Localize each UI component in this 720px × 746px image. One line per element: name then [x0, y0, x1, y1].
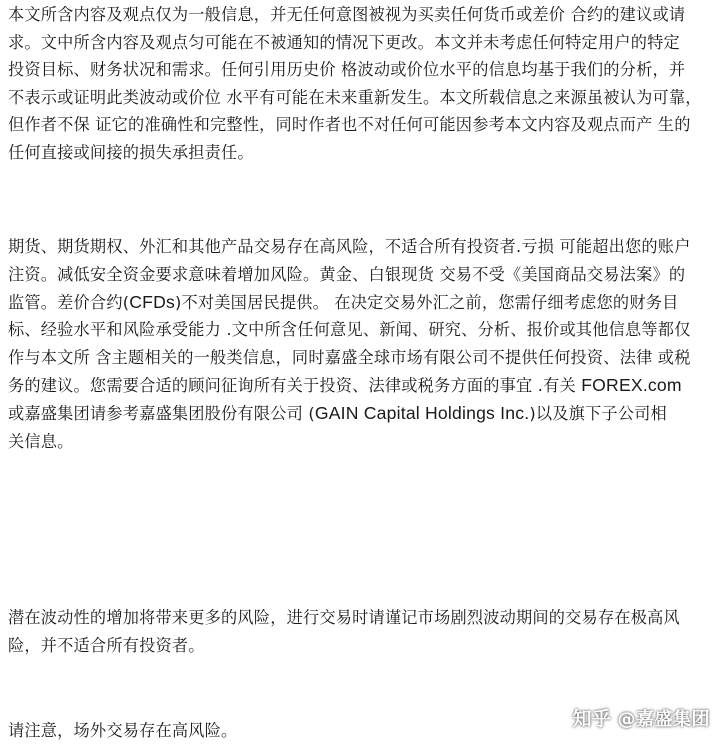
- text-line: [8, 372, 706, 400]
- text-segment: 或嘉盛集团请参考嘉盛集团股份有限公司 (: [8, 403, 315, 423]
- zhihu-watermark: [572, 704, 710, 731]
- forex-brand-term: FOREX.com: [581, 374, 682, 395]
- text-segment: )以及旗下子公司相: [529, 403, 667, 423]
- text-line: [8, 400, 706, 428]
- text-line: 本文所含内容及观点仅为一般信息，并无任何意图被视为买卖任何货币或差价 合约的建议或请: [8, 5, 686, 24]
- text-segment: )不对美国居民提供。 在决定交易外汇之前，您需仔细考虑您的财务目: [175, 292, 679, 312]
- text-line: 任何直接或间接的损失承担责任。: [8, 142, 254, 162]
- text-line: [8, 289, 706, 317]
- cfds-term: CFDs: [129, 291, 175, 312]
- watermark-author: @嘉盛集团: [617, 708, 710, 730]
- volatility-paragraph: [8, 604, 706, 659]
- text-segment: 务的建议。您需要合适的顾问征询所有关于投资、法律或税务方面的事宜 .有关: [8, 375, 582, 395]
- text-line: 潜在波动性的增加将带来更多的风险，进行交易时请谨记市场剧烈波动期间的交易存在极高风: [8, 608, 680, 627]
- text-line: 险，并不适合所有投资者。: [8, 635, 205, 655]
- text-line: 求。文中所含内容及观点匀可能在不被通知的情况下更改。本文并未考虑任何特定用户的特定: [8, 32, 680, 52]
- text-line: 请注意，场外交易存在高风险。: [8, 721, 238, 740]
- text-line: 不表示或证明此类波动或价位 水平有可能在未来重新发生。本文所载信息之来源虽被认为可靠，: [8, 87, 702, 107]
- text-line: 期货、期货期权、外汇和其他产品交易存在高风险，不适合所有投资者.亏损 可能超出您的账户: [8, 237, 691, 256]
- text-line: 但作者不保 证它的准确性和完整性，同时作者也不对任何可能因参考本文内容及观点而产 生的: [8, 115, 691, 135]
- zhihu-logo-text: 知乎: [572, 708, 612, 730]
- text-line: 标、经验水平和风险承受能力 .文中所含任何意见、新闻、研究、分析、报价或其他信息等都仅: [8, 320, 691, 340]
- text-line: 注资。减低安全资金要求意味着增加风险。黄金、白银现货 交易不受《美国商品交易法案》的: [8, 264, 686, 284]
- text-line: 关信息。: [8, 431, 74, 451]
- text-segment: 监管。差价合约(: [8, 292, 130, 312]
- text-line: 作与本文所 含主题相关的一般类信息，同时嘉盛全球市场有限公司不提供任何投资、法律 或税: [8, 348, 691, 368]
- risk-warning-paragraph: [8, 233, 706, 455]
- company-name-term: GAIN Capital Holdings Inc.: [314, 402, 530, 423]
- text-line: 投资目标、财务状况和需求。任何引用历史价 格波动或价位水平的信息均基于我们的分析，并: [8, 60, 686, 80]
- disclaimer-paragraph: [8, 1, 706, 167]
